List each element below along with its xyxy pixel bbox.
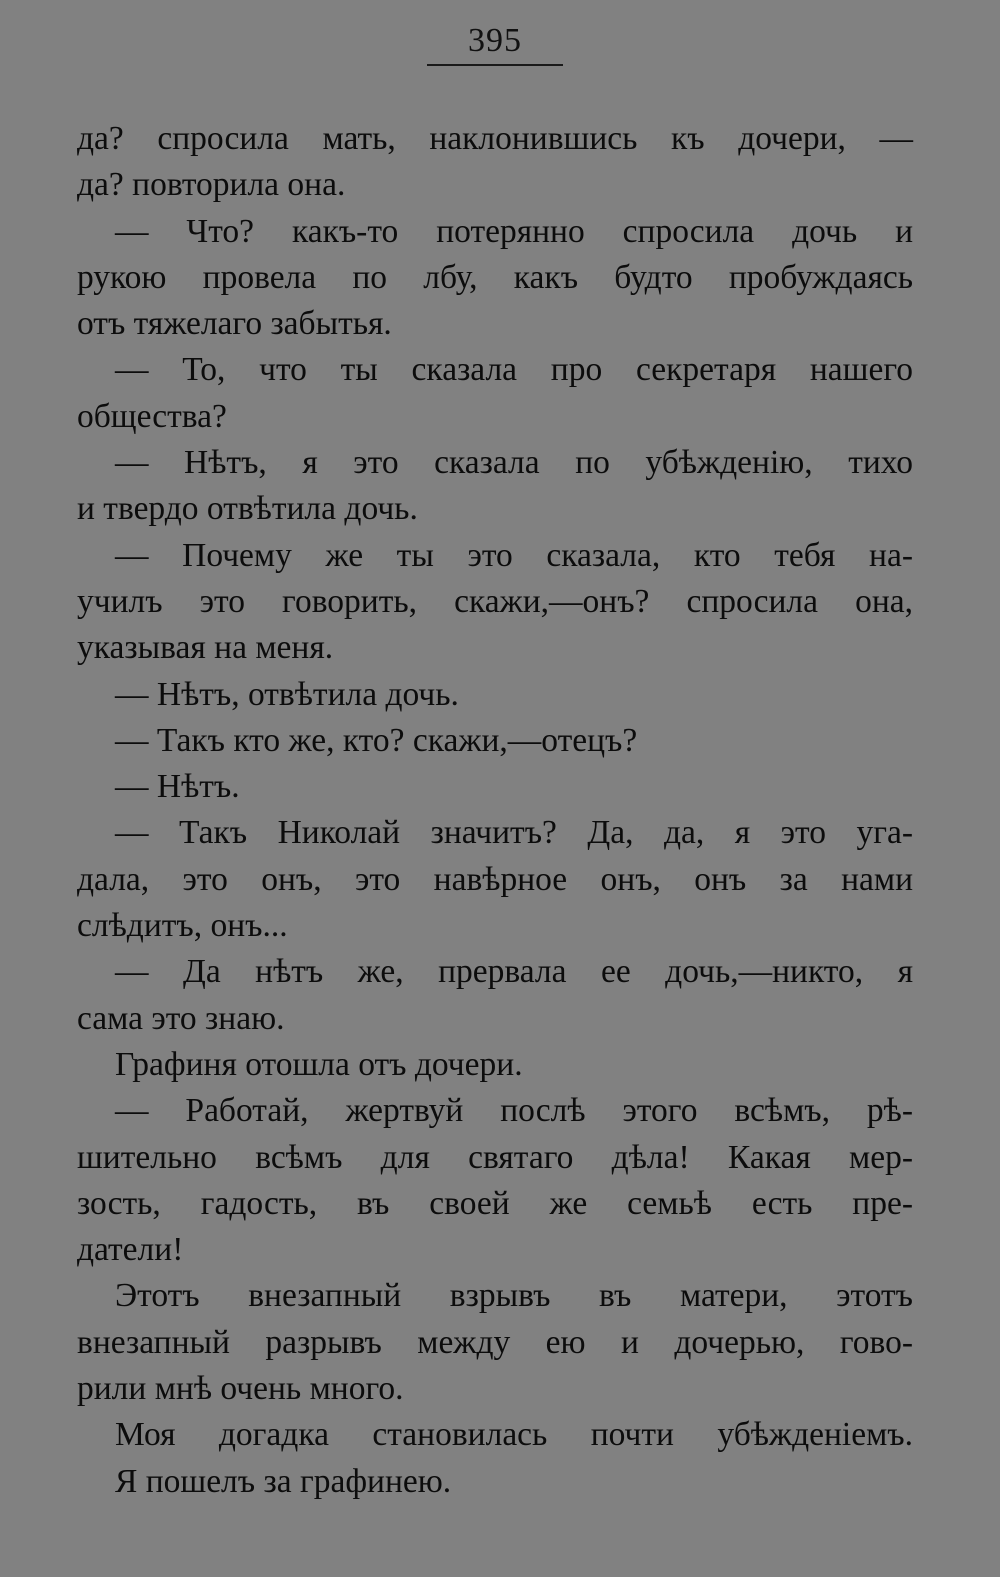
text-line: — Да нѣтъ же, прервала ее дочь,—никто, я	[115, 953, 913, 991]
text-line: дала, это онъ, это навѣрное онъ, онъ за нами	[77, 860, 913, 898]
text-line: рили мнѣ очень много.	[77, 1370, 404, 1408]
body-text	[77, 116, 913, 1505]
text-line: — Нѣтъ, я это сказала по убѣжденію, тихо	[115, 444, 913, 482]
text-line: рукою провела по лбу, какъ будто пробуждаясь	[77, 258, 913, 296]
text-line: зость, гадость, въ своей же семьѣ есть пре-	[77, 1184, 913, 1222]
text-line: шительно всѣмъ для святаго дѣла! Какая мер-	[77, 1138, 913, 1176]
text-line: да? повторила она.	[77, 166, 346, 204]
text-line: — Нѣтъ.	[115, 768, 240, 806]
text-line: — Почему же ты это сказала, кто тебя на-	[115, 536, 913, 574]
text-line: — Такъ кто же, кто? скажи,—отецъ?	[115, 721, 638, 759]
text-line: слѣдитъ, онъ...	[77, 907, 288, 945]
text-line: Графиня отошла отъ дочери.	[115, 1045, 523, 1083]
text-line: Моя догадка становилась почти убѣжденіемъ.	[115, 1416, 913, 1454]
text-line: — Что? какъ-то потерянно спросила дочь и	[115, 212, 913, 250]
text-line: сама это знаю.	[77, 999, 285, 1037]
text-line: отъ тяжелаго забытья.	[77, 305, 392, 343]
text-line: Этотъ внезапный взрывъ въ матери, этотъ	[115, 1277, 913, 1315]
text-line: — То, что ты сказала про секретаря нашего	[115, 351, 913, 389]
page-header	[0, 22, 1000, 66]
text-line: — Такъ Николай значитъ? Да, да, я это уга-	[115, 814, 913, 852]
text-line: внезапный разрывъ между ею и дочерью, гово-	[77, 1323, 913, 1361]
text-line: указывая на меня.	[77, 629, 334, 667]
text-line: — Работай, жертвуй послѣ этого всѣмъ, рѣ-	[115, 1092, 913, 1130]
text-line: датели!	[77, 1231, 184, 1269]
text-line: и твердо отвѣтила дочь.	[77, 490, 418, 528]
text-line: Я пошелъ за графинею.	[115, 1462, 452, 1500]
page-number: 395	[427, 22, 563, 66]
text-line: общества?	[77, 397, 227, 435]
text-line: — Нѣтъ, отвѣтила дочь.	[115, 675, 459, 713]
text-line: да? спросила мать, наклонившись къ дочери, —	[77, 120, 913, 157]
text-line: училъ это говорить, скажи,—онъ? спросила она,	[77, 582, 913, 620]
